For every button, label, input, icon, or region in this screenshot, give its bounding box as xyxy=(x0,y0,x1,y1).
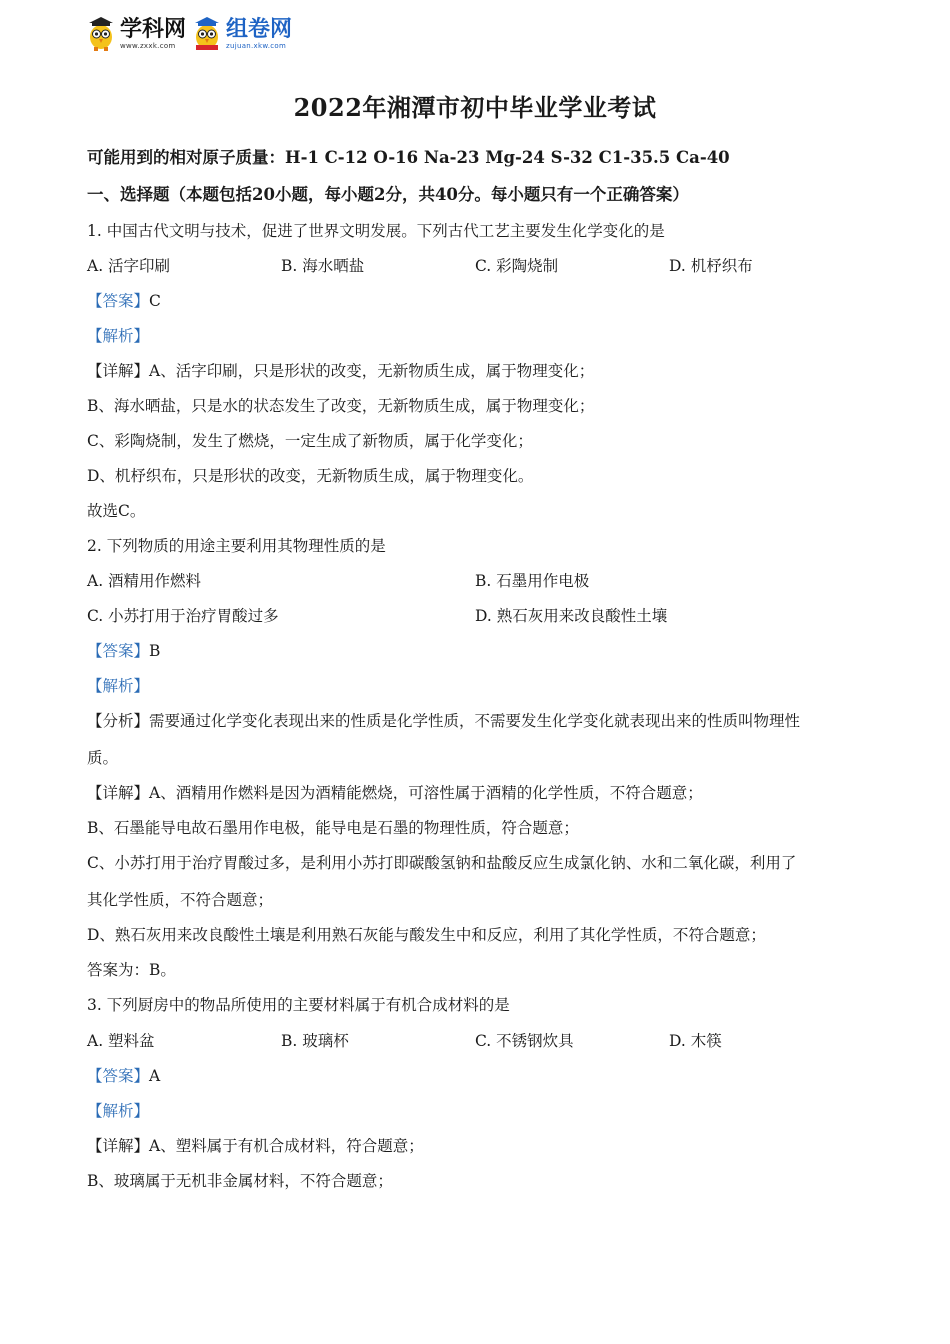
q3-option-b: B. 玻璃杯 xyxy=(281,1032,349,1050)
q1-answer-value: C xyxy=(149,292,161,310)
q2-conclusion: 答案为：B。 xyxy=(87,961,176,979)
q3-stem: 3. 下列厨房中的物品所使用的主要材料属于有机合成材料的是 xyxy=(87,996,510,1014)
q3-line-b: B、玻璃属于无机非金属材料，不符合题意； xyxy=(87,1172,393,1190)
q1-line-c: C、彩陶烧制，发生了燃烧，一定生成了新物质，属于化学变化； xyxy=(87,432,533,450)
owl-mascot-icon xyxy=(86,17,116,51)
detail-tag: 【详解】 xyxy=(87,1137,150,1155)
fenxi-tag: 【分析】 xyxy=(87,712,150,730)
detail-tag: 【详解】 xyxy=(87,784,150,802)
detail-tag: 【详解】 xyxy=(87,362,150,380)
q2-line-c-cont: 其化学性质，不符合题意； xyxy=(87,891,274,909)
q3-option-c: C. 不锈钢炊具 xyxy=(475,1032,574,1050)
zujuan-logo-name: 组卷网 xyxy=(226,16,293,42)
header-logos xyxy=(86,12,292,56)
zxxk-logo-name: 学科网 xyxy=(120,16,187,42)
owl-mascot-icon xyxy=(192,17,222,51)
q2-fenxi xyxy=(87,711,800,731)
q2-line-c: C、小苏打用于治疗胃酸过多，是利用小苏打即碳酸氢钠和盐酸反应生成氯化钠、水和二氧化碳，利用了 xyxy=(87,854,797,872)
exam-title: 2022年湘潭市初中毕业学业考试 xyxy=(293,93,657,122)
q1-option-b: B. 海水晒盐 xyxy=(281,257,365,275)
q1-detail xyxy=(87,361,594,381)
zxxk-logo[interactable] xyxy=(86,17,186,51)
q2-line-b: B、石墨能导电故石墨用作电极，能导电是石墨的物理性质，符合题意； xyxy=(87,819,579,837)
q3-detail-text: A、塑料属于有机合成材料，符合题意； xyxy=(149,1137,424,1155)
q1-analysis xyxy=(87,326,149,346)
analysis-tag: 【解析】 xyxy=(87,327,150,345)
q2-analysis xyxy=(87,676,149,696)
q2-detail-text: A、酒精用作燃料是因为酒精能燃烧，可溶性属于酒精的化学性质，不符合题意； xyxy=(149,784,703,802)
q2-stem: 2. 下列物质的用途主要利用其物理性质的是 xyxy=(87,537,386,555)
answer-tag: 【答案】 xyxy=(87,292,150,310)
section-heading: 一、选择题（本题包括20小题，每小题2分，共40分。每小题只有一个正确答案） xyxy=(87,185,689,204)
q1-line-d: D、机杼织布，只是形状的改变，无新物质生成，属于物理变化。 xyxy=(87,467,534,485)
q1-line-b: B、海水晒盐，只是水的状态发生了改变，无新物质生成，属于物理变化； xyxy=(87,397,595,415)
q2-detail xyxy=(87,783,703,803)
q1-conclusion: 故选C。 xyxy=(87,502,146,520)
q1-answer xyxy=(87,291,161,311)
zujuan-logo-url: zujuan.xkw.com xyxy=(226,41,287,50)
atomic-masses: 可能用到的相对原子质量：H-1 C-12 O-16 Na-23 Mg-24 S-32 C1-35.5 Ca-40 xyxy=(87,148,730,167)
q2-option-b: B. 石墨用作电极 xyxy=(475,572,590,590)
q3-answer-value: A xyxy=(149,1067,161,1085)
q2-fenxi-cont: 质。 xyxy=(87,749,119,767)
analysis-tag: 【解析】 xyxy=(87,1102,150,1120)
q2-option-c: C. 小苏打用于治疗胃酸过多 xyxy=(87,607,279,625)
q1-option-c: C. 彩陶烧制 xyxy=(475,257,559,275)
analysis-tag: 【解析】 xyxy=(87,677,150,695)
zxxk-logo-url: www.zxxk.com xyxy=(120,41,176,50)
answer-tag: 【答案】 xyxy=(87,642,150,660)
q1-option-d: D. 机杼织布 xyxy=(669,257,753,275)
q1-option-a: A. 活字印刷 xyxy=(87,257,171,275)
q2-line-d: D、熟石灰用来改良酸性土壤是利用熟石灰能与酸发生中和反应，利用了其化学性质，不符合题意； xyxy=(87,926,766,944)
q3-detail xyxy=(87,1136,424,1156)
zujuan-logo[interactable] xyxy=(192,17,292,51)
answer-tag: 【答案】 xyxy=(87,1067,150,1085)
q2-option-a: A. 酒精用作燃料 xyxy=(87,572,202,590)
q3-answer xyxy=(87,1066,160,1086)
q2-option-d: D. 熟石灰用来改良酸性土壤 xyxy=(475,607,668,625)
q1-stem: 1. 中国古代文明与技术，促进了世界文明发展。下列古代工艺主要发生化学变化的是 xyxy=(87,222,665,240)
q3-analysis xyxy=(87,1101,149,1121)
q2-answer xyxy=(87,641,160,661)
q3-option-d: D. 木筷 xyxy=(669,1032,722,1050)
q3-option-a: A. 塑料盆 xyxy=(87,1032,155,1050)
q2-answer-value: B xyxy=(149,642,161,660)
q2-fenxi-text: 需要通过化学变化表现出来的性质是化学性质，不需要发生化学变化就表现出来的性质叫物理性 xyxy=(149,712,801,730)
q1-detail-text: A、活字印刷，只是形状的改变，无新物质生成，属于物理变化； xyxy=(149,362,595,380)
